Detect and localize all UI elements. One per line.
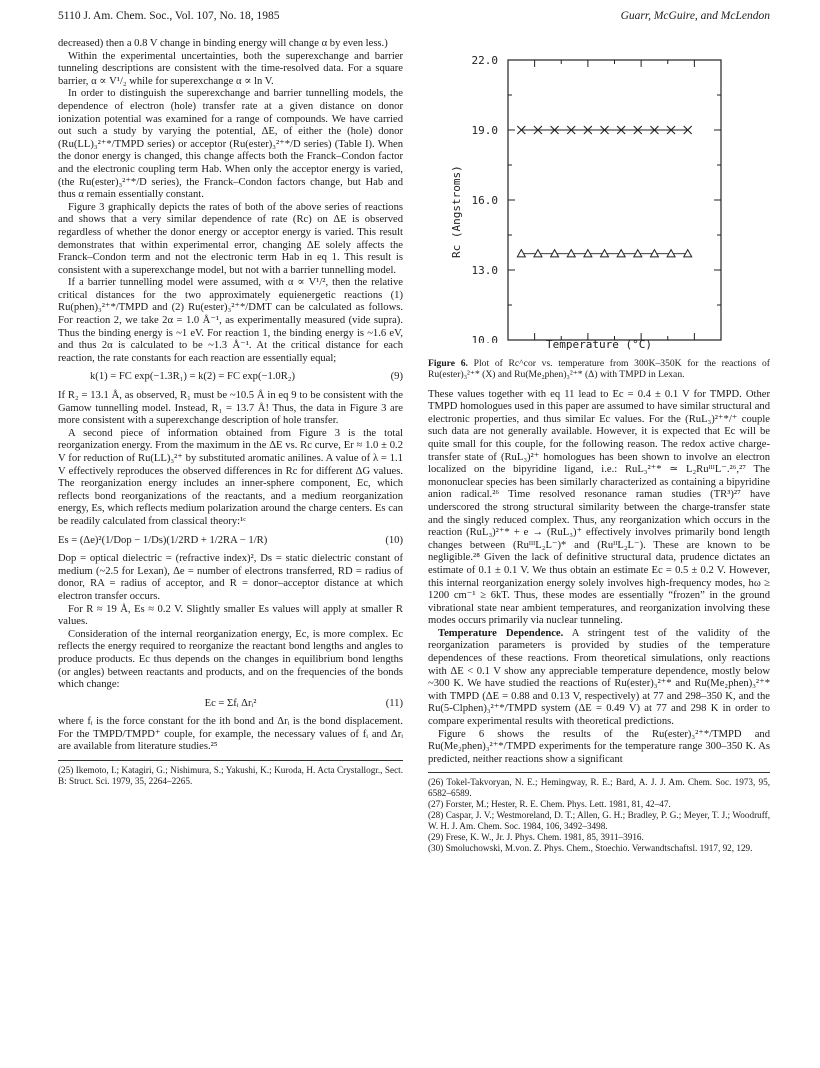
footnote: (25) Ikemoto, I.; Katagiri, G.; Nishimura, S.; Yakushi, K.; Kuroda, H. Acta Crystallogr., Sect. B: Struct. Sci. 1979, 35, 2264–2265. (58, 765, 403, 787)
figure-6 (428, 38, 770, 343)
left-column (58, 38, 403, 787)
y-axis-label: Rc (Angstroms) (450, 165, 463, 258)
running-header-right: Guarr, McGuire, and McLendon (620, 10, 770, 22)
paragraph: Dop = optical dielectric = (refractive index)², Ds = static dielectric constant of medium (~2.5 for Lexan), Δe = number of electrons transferred, RD = radius of donor, RA = radius of acceptor, and R = donor–acceptor distance at which electron transfer occurs. (58, 553, 403, 602)
right-column (428, 38, 770, 854)
paragraph: Figure 6 shows the results of the Ru(ester)₃²⁺*/TMPD and Ru(Me₂phen)₃²⁺*/TMPD experiments for the temperature range 300–350 K. As predicted, neither reactions show a significant (428, 728, 770, 765)
series-triangle-markers (517, 250, 691, 257)
y-tick-label: 13.0 (471, 264, 498, 277)
tick-marks (508, 60, 721, 340)
equation-9 (58, 371, 403, 384)
x-axis-label: Temperature (°C) (546, 338, 652, 351)
footnote: (30) Smoluchowski, M.von. Z. Phys. Chem., Stoechio. Verwandtschaftsl. 1917, 92, 129. (428, 843, 753, 854)
equation-number: (9) (390, 371, 403, 383)
footnote: (28) Caspar, J. V.; Westmoreland, D. T.; Allen, G. H.; Bradley, P. G.; Meyer, T. J.; Woodruff, W. H. J. Am. Chem. Soc. 1984, 106, 3492–3498. (428, 810, 770, 832)
y-tick-label: 16.0 (471, 194, 498, 207)
equation-number: (11) (385, 697, 403, 709)
paragraph: If a barrier tunnelling model were assumed, with α ∝ V¹/², then the relative critical distances for the two approximately equienergetic reactions (1) Ru(phen)₃²⁺*/TMPD and (2) Ru(ester)₃²⁺*/DMT can be calculated as follows. For reaction 2, we take 2α = 1.0 Å⁻¹, as experimentally measured (vide supra). Thus the binding energy is ~1 eV. For reaction 1, the binding energy is ~1.6 eV, and thus 2α is calculated to be ~1.3 Å⁻¹. At the critical distance for each reaction, the rate constants for each reaction are essentially equal; (58, 277, 403, 364)
paragraph-body: A stringent test of the validity of the reorganization parameters is provided by studies of the temperature dependences of these reactions. From theoretical simulations, only reactions with ΔE < 0.1 V show any appreciable temperature dependence, mostly below ~300 K. We have studied the reactions of Ru(ester)₃²⁺* and Ru(Me₂phen)₃²⁺* with TMPD (ΔE = 0.88 and 0.13 V, respectively) at 77 and 298–350 K, and the Ru(5-Clphen)₃²⁺*/TMPD system (ΔE = 0.49 V) at 77 and 298 K in order to compare experimental results with theoretical predictions. (428, 627, 770, 728)
paragraph: Consideration of the internal reorganization energy, Ec, is more complex. Ec reflects the energy required to reorganize the reactant bond lengths and angles to produce products. Ec thus depends on the changes in equilibrium bond lengths (or angles) between reactants and products, and on the frequencies of the bonds which change: (58, 628, 403, 691)
figure-caption (428, 358, 770, 381)
footnote: (29) Frese, K. W., Jr. J. Phys. Chem. 1981, 85, 3911–3916. (428, 832, 644, 843)
figure-6-plot (428, 38, 770, 343)
paragraph: Within the experimental uncertainties, both the superexchange and barrier tunneling descriptions are consistent with the time-resolved data. For a square barrier, α ∝ V¹/₂ while for superexchange α ∝ ln V. (58, 50, 403, 87)
caption-label: Figure 6. (428, 357, 468, 369)
paragraph (428, 628, 770, 729)
y-tick-label: 19.0 (471, 124, 498, 137)
footnote: (27) Forster, M.; Hester, R. E. Chem. Phys. Lett. 1981, 81, 42–47. (428, 799, 671, 810)
paragraph: where fᵢ is the force constant for the ith bond and Δrᵢ is the bond displacement. For the TMPD/TMPD⁺ couple, for example, the necessary values of fᵢ and Δrᵢ are available from literature studies.²⁵ (58, 716, 403, 753)
section-heading: Temperature Dependence. (438, 627, 564, 639)
y-tick-label: 10.0 (471, 334, 498, 343)
series-x-markers (517, 126, 691, 134)
paragraph: A second piece of information obtained from Figure 3 is the total reorganization energy. From the maximum in the ΔE vs. Rc curve, Er ≈ 1.0 ± 0.2 V for reduction of Ru(LL)₃²⁺ by substituted aromatic anilines. A value of λ = 1.1 V effectively reproduces the observed differences in Rc for different ΔG values. The reorganization energy includes an inner-sphere component, Ec, which reflects bond reorganizations of the reactants, and a medium reorganization energy, Es, which reflects medium polarization around the charge centers. Es can be readily calculated from classical theory:¹ᶜ (58, 427, 403, 527)
paragraph: These values together with eq 11 lead to Ec = 0.4 ± 0.1 V for TMPD. Other TMPD homologues used in this paper are assumed to have similar structural and electronic properties, and thus similar Ec values. For the (RuL₃)²⁺*/⁺ couple such data are not generally available. However, it is expected that Ec will be quite small for this couple, for the following reason. The redox active charge-transfer state of (RuL₃)²⁺ homologues has been shown to involve an electron localized on the bipyridine ligand, i.e.: RuL₃²⁺* ≃ L₂RuᴵᴵᴵL⁻.²⁶,²⁷ The mononuclear species has been similarly characterized as containing a bipyridine anion radical.²⁶ Time resolved resonance raman studies (TR³)²⁷ have underscored the strong structural similarity between the charge-transfer state and the singly reduced complex. Thus, any reorganization which occurs in the reaction (RuL₃)²⁺* + e → (RuL₃)⁺ effectively involves primarily bond length changes between (RuᴵᴵᴵL₂L⁻)* and (RuᴵᴵL₂L⁻). These are known to be negligible.²⁸ Given the lack of definitive structural data, prudence dictates an estimate of 0.1 ± 0.1 V. We thus obtain an estimate Ec = 0.5 ± 0.2 V. However, this internal reorganization energy solely involves high-frequency modes, hω ≥ 1200 cm⁻¹ ≥ 6kT. Thus, these modes are essentially “frozen” in the ground vibrational state near ambient temperatures, and reorganization involving these modes occurs primarily via nuclear tunneling. (428, 388, 770, 627)
y-tick-label: 22.0 (471, 54, 498, 67)
paragraph: Figure 3 graphically depicts the rates of both of the above series of reactions and shows that a very similar dependence of rate (Rc) on ΔE is observed regardless of whether the donor energy or acceptor energy is varied. This result demonstrates that within experimental error, changing ΔE solely affects the Franck–Condon term and not the electronic term Hab in eq 1. This result is consistent with a superexchange model, but not with a barrier tunnelling model. (58, 201, 403, 276)
footnote-divider (428, 772, 770, 773)
footnote: (26) Tokel-Takvoryan, N. E.; Hemingway, R. E.; Bard, A. J. J. Am. Chem. Soc. 1973, 95, 6582–6589. (428, 777, 770, 799)
equation-text: Ec = Σfᵢ Δrᵢ² (204, 697, 257, 709)
running-header-left: 5110 J. Am. Chem. Soc., Vol. 107, No. 18, 1985 (58, 10, 280, 22)
paragraph: For R ≈ 19 Å, Es ≈ 0.2 V. Slightly smaller Es values will apply at smaller R values. (58, 603, 403, 628)
paragraph: If R₂ = 13.1 Å, as observed, R₁ must be ~10.5 Å in eq 9 to be consistent with the Gamow tunnelling model. Instead, R₁ = 13.7 Å! Thus, the data in Figure 3 are more consistent with a superexchange description of hole transfer. (58, 390, 403, 427)
y-tick-labels (472, 54, 499, 343)
equation-10 (58, 535, 403, 548)
plot-frame (508, 60, 721, 340)
equation-text: Es = (Δe)²(1/Dop − 1/Ds)(1/2RD + 1/2RA − 1/R) (58, 534, 268, 546)
footnote-divider (58, 760, 403, 761)
caption-text: Plot of Rc^cor vs. temperature from 300K–350K for the reactions of Ru(ester)₃²⁺* (X) and Ru(Me₂phen)₃²⁺* (Δ) with TMPD in Lexan. (428, 357, 770, 381)
equation-11 (58, 698, 403, 711)
paragraph: In order to distinguish the superexchange and barrier tunnelling models, the dependence of electron (hole) transfer rate at a given distance on donor ionization potential was examined for a range of compounds. We have carried out such a study by varying the potential, ΔE, of either the (hole) donor (Ru(LL)₃²⁺*/TMPD series) or acceptor (Ru(ester)₃²⁺*/D series) (Table I). When the donor energy is changed, this change affects both the Franck–Condon factor and the electronic coupling term Hab. When only the acceptor energy is varied, (the Ru(ester)₃²⁺*/D series), the Franck–Condon factors change, but Hab and thus α remain essentially constant. (58, 88, 403, 201)
paragraph: decreased) then a 0.8 V change in binding energy will change α by even less.) (58, 38, 388, 49)
equation-number: (10) (385, 534, 403, 546)
equation-text: k(1) = FC exp(−1.3R₁) = k(2) = FC exp(−1.0R₂) (90, 371, 295, 383)
